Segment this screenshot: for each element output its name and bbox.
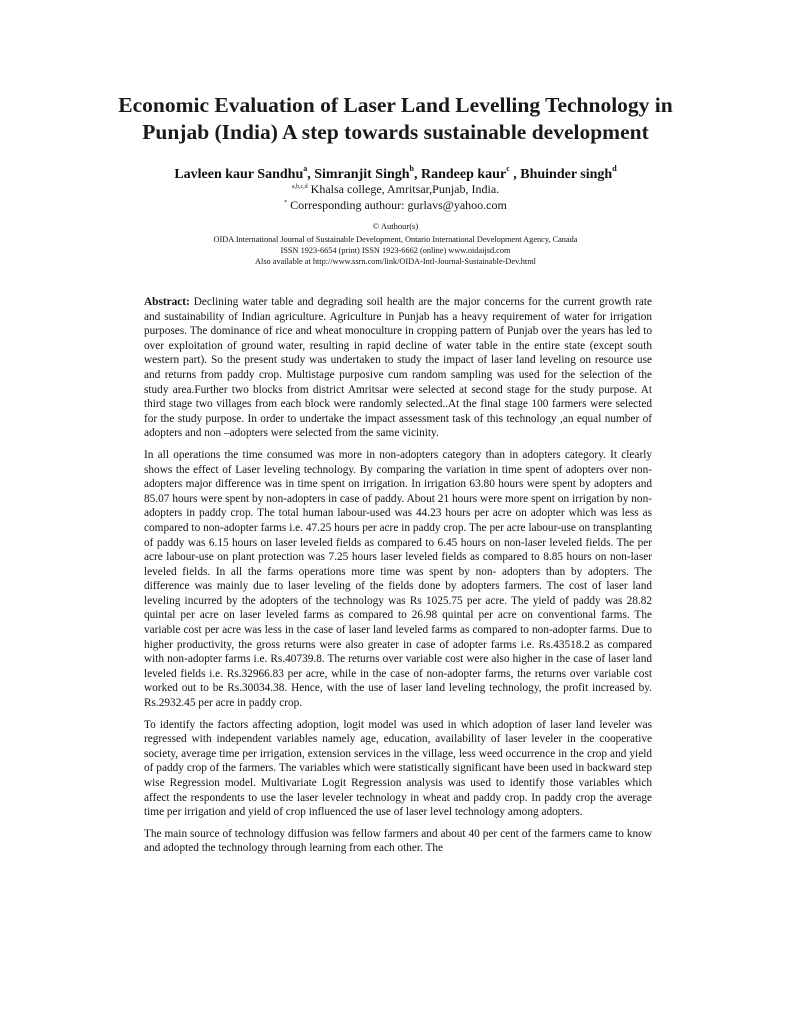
abstract-text: Declining water table and degrading soil health are the major concerns for the current growth rate and sustainability of Indian agriculture. Agriculture in Punjab has a heavy requirement of water for irrigation purposes. The dominance of rice and wheat monoculture in cropping pattern of Punjab over the years has led to over exploitation of ground water, resulting in rapid decline of water table in the entire state (except south western part). So the present study was undertaken to study the impact of laser land leveling on resource use and returns from paddy crop. Multistage purposive cum random sampling was used for the selection of the study area.Further two blocks from district Amritsar were selected at second stage for the study purpose. At third stage two villages from each block were randomly selected..At the final stage 100 farmers were selected for the study purpose. In order to undertake the impact assessment task of this technology ,an equal number of adopters and non –adopters were selected from the same vicinity. xyxy=(144,296,652,440)
author-mark: a xyxy=(303,164,308,173)
title-line-1: Economic Evaluation of Laser Land Levelling Technology in xyxy=(118,93,673,117)
body-paragraph-2: In all operations the time consumed was more in non-adopters category than in adopters category. It clearly shows the effect of Laser leveling technology. By comparing the variation in time spent of adopters over non-adopters major difference was in time spent on irrigation. In irrigation 63.80 hours were spent by adopters and 85.07 hours were spent by non-adopters in case of paddy. About 21 hours were more spent on irrigation by non-adopters in paddy crop. The total human labour-used was 44.23 hours per acre on adopter which was less as compared to non-adopter farms i.e. 47.25 hours per acre in paddy crop. The per acre labour-use on transplanting of paddy was 6.15 hours on laser leveled fields as compared to 6.45 hours on non-laser leveled fields. The per acre labour-use on plant protection was 7.25 hours laser leveled fields as compared to 8.85 hours on non-laser leveled fields. In all the farms operations more time was spent by non- adopters than by adopters. The difference was mainly due to laser leveling of the fields done by adopters farmers. The cost of laser land leveling incurred by the adopters of the technology was Rs 1025.75 per acre. The yield of paddy was 28.82 quintal per acre on laser leveled farms as compared to 26.98 quintal per acre on conventional farms. The variable cost per acre was less in the case of laser land leveled farms as compared to non-adopter farms. Due to higher productivity, the gross returns were also greater in case of adopter farms i.e. Rs.43518.2 as compared with non-adopter farms i.e. Rs.40739.8. The returns over variable cost were also higher in the case of laser land leveled fields i.e. Rs.32966.83 per acre, while in the case of non-adopter farms, the returns over variable cost worked out to be Rs.30034.38. Hence, with the use of laser land leveling technology, the profit increased by. Rs.2932.45 per acre in paddy crop. xyxy=(144,448,652,710)
author-separator: , xyxy=(414,167,421,182)
body-paragraph-3: To identify the factors affecting adoption, logit model was used in which adoption of laser land leveler was regressed with independent variables namely age, education, availability of laser leveler in the cooperative society, average time per irrigation, extension services in the village, less weed occurrence in the crop and yield of paddy crop of the farmers. The variables which were statistically significant have been used in backward step wise Regression model. Multivariate Logit Regression analysis was used to identify those variables which affect the respondents to use the laser leveler technology in wheat and paddy crop. In paddy crop the average time per irrigation and yield of crop influenced the use of laser level technology among adopters. xyxy=(144,718,652,819)
affiliation-marks: a,b,c,d xyxy=(291,184,308,190)
abstract-paragraph xyxy=(144,295,652,441)
author-name: Bhuinder singh xyxy=(520,167,613,182)
issn-line: ISSN 1923-6654 (print) ISSN 1923-6662 (online) www.oidaijsd.com xyxy=(280,246,511,255)
affiliation-text: Khalsa college, Amritsar,Punjab, India. xyxy=(307,182,500,196)
title-line-2: Punjab (India) A step towards sustainable development xyxy=(142,120,649,144)
author-separator: , xyxy=(509,167,521,182)
corresponding-author xyxy=(60,196,731,213)
author-name: Simranjit Singh xyxy=(314,167,410,182)
author-mark: b xyxy=(409,164,414,173)
corresponding-mark: * xyxy=(284,200,288,206)
author-mark: d xyxy=(612,164,617,173)
affiliation xyxy=(60,180,731,197)
author-separator: , xyxy=(307,167,315,182)
copyright-line: © Authour(s) xyxy=(372,221,419,231)
corresponding-text: Corresponding authour: gurlavs@yahoo.com xyxy=(287,198,507,212)
author-name: Randeep kaur xyxy=(421,167,507,182)
body-paragraph-4: The main source of technology diffusion was fellow farmers and about 40 per cent of the farmers came to know and adopted the technology through learning from each other. The xyxy=(144,827,652,855)
paper-body xyxy=(144,295,652,863)
abstract-label: Abstract: xyxy=(144,296,190,308)
paper-title xyxy=(60,92,731,146)
journal-line: OIDA International Journal of Sustainable Development, Ontario International Development Agency, Canada xyxy=(213,235,578,244)
author-mark: c xyxy=(506,164,510,173)
author-name: Lavleen kaur Sandhu xyxy=(174,167,304,182)
availability-line: Also available at http://www.ssrn.com/link/OIDA-Intl-Journal-Sustainable-Dev.html xyxy=(255,257,536,266)
